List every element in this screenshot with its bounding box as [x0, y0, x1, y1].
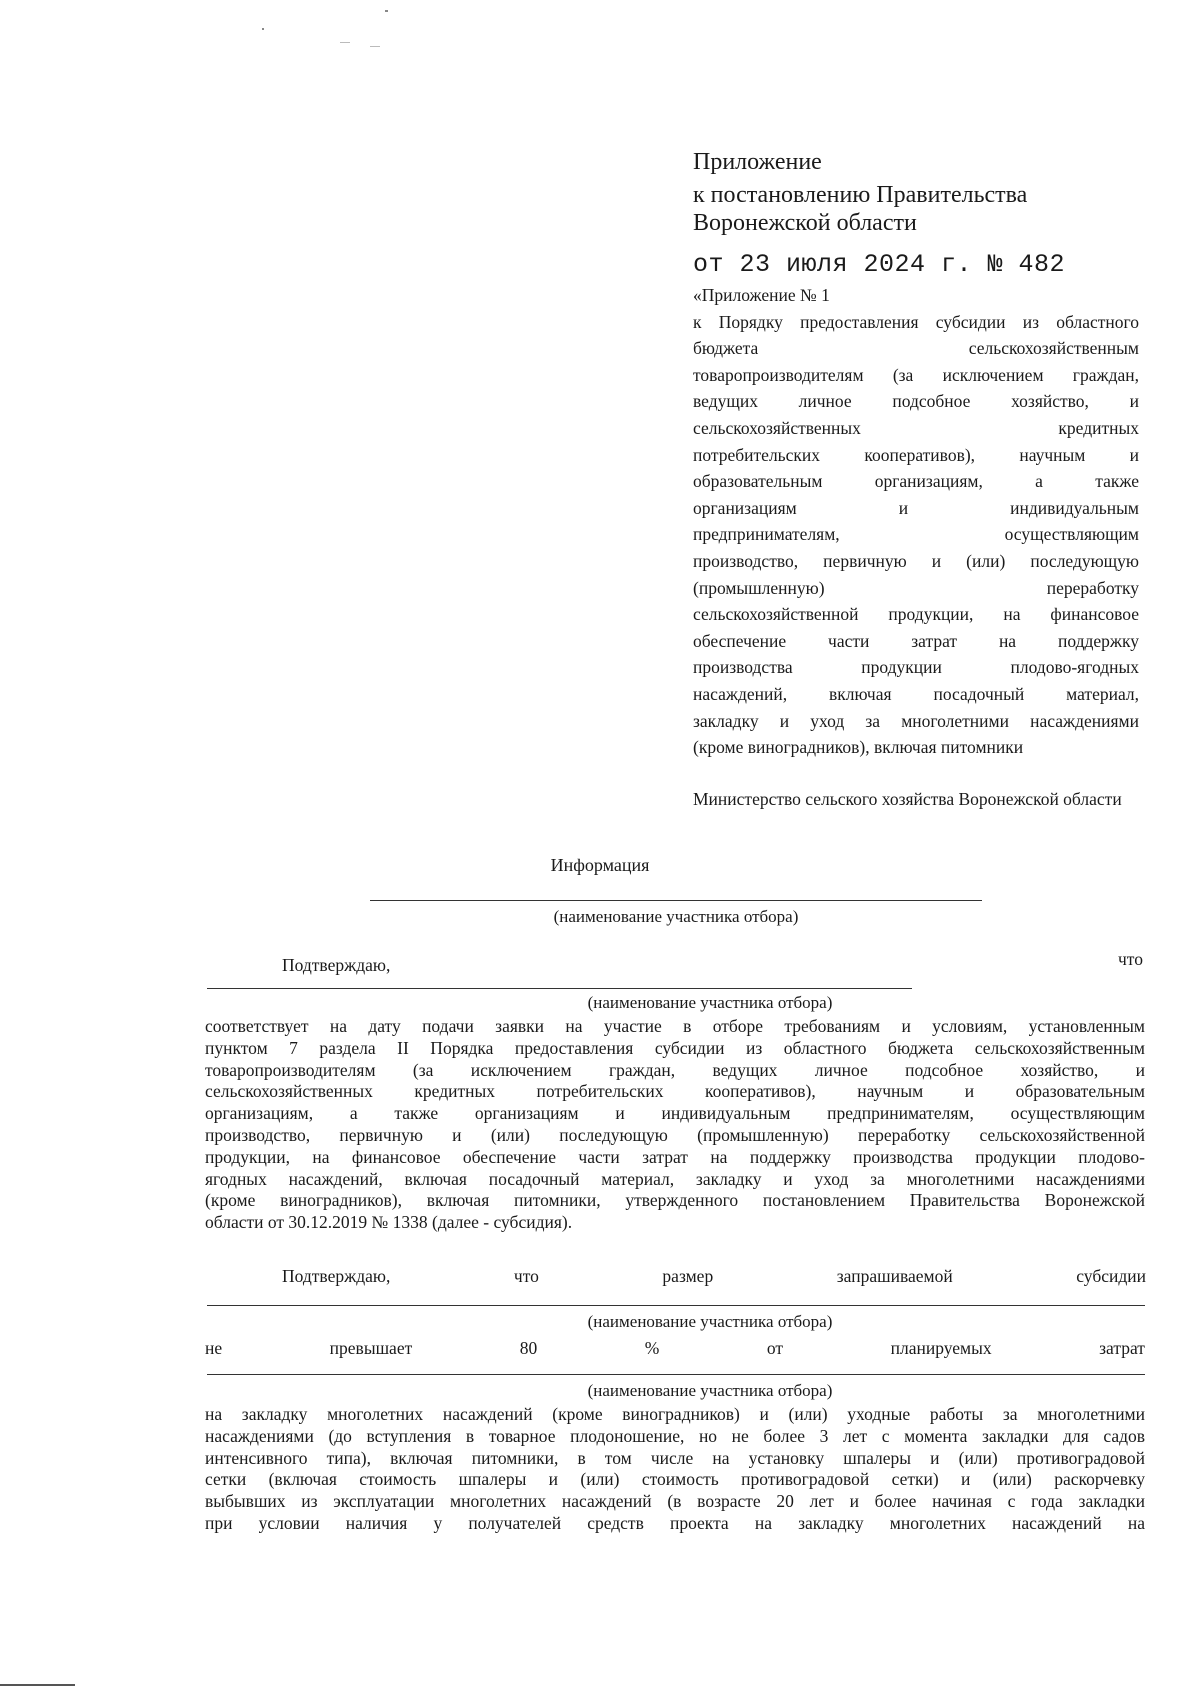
- appendix-line: (кроме виноградников), включая питомники: [693, 737, 1024, 758]
- row-word: от: [766, 1338, 784, 1358]
- scan-speck: [340, 42, 350, 43]
- appendix-line: производство, первичную и (или) последующую: [693, 550, 1139, 571]
- appendix-line: образовательным организациям, а также: [693, 471, 1139, 492]
- appendix-line: к Порядку предоставления субсидии из областного: [693, 311, 1139, 332]
- participant-name-line[interactable]: [207, 1305, 1145, 1306]
- header-resolution-label: к постановлению Правительства: [693, 182, 1028, 208]
- row-word: Подтверждаю,: [282, 1266, 391, 1286]
- row-word: превышает: [329, 1338, 413, 1358]
- paragraph-line: (кроме виноградников), включая питомники, утвержденного постановлением Правительства Воронежской: [205, 1190, 1145, 1211]
- paragraph-line: пунктом 7 раздела II Порядка предоставления субсидии из областного бюджета сельскохозяйственным: [205, 1037, 1145, 1058]
- appendix-line: «Приложение № 1: [693, 285, 830, 305]
- document-title: Информация: [550, 855, 650, 875]
- participant-name-caption: (наименование участника отбора): [553, 907, 799, 926]
- row-word: планируемых: [890, 1338, 992, 1358]
- scan-speck: [385, 10, 388, 12]
- scan-speck: [370, 46, 380, 47]
- appendix-line: производства продукции плодово-ягодных: [693, 657, 1139, 678]
- row-word: размер: [662, 1266, 714, 1286]
- paragraph-line: соответствует на дату подачи заявки на участие в отборе требованиям и условиям, установленным: [205, 1016, 1145, 1036]
- paragraph-line: сетки (включая стоимость шпалеры и (или) стоимость противоградовой сетки) и (или) раскорчевку: [205, 1469, 1145, 1490]
- scan-edge-line: [0, 1684, 75, 1686]
- appendix-line: бюджета сельскохозяйственным: [693, 338, 1139, 359]
- paragraph-line: организациям, а также организациям и индивидуальным предпринимателям, осуществляющим: [205, 1103, 1145, 1124]
- paragraph-line: товаропроизводителям (за исключением граждан, ведущих личное подсобное хозяйство, и: [205, 1059, 1145, 1080]
- ministry-addressee: Министерство сельского хозяйства Воронежской области: [693, 789, 1122, 809]
- participant-name-caption: (наименование участника отбора): [587, 1381, 833, 1400]
- row-word: запрашиваемой: [836, 1266, 953, 1286]
- row-word: 80: [519, 1338, 538, 1358]
- appendix-line: насаждений, включая посадочный материал,: [693, 683, 1139, 704]
- paragraph-line: на закладку многолетних насаждений (кроме виноградников) и (или) уходные работы за многолетними: [205, 1404, 1145, 1424]
- paragraph-line: сельскохозяйственных кредитных потребительских кооперативов), научным и образовательным: [205, 1081, 1145, 1102]
- appendix-line: сельскохозяйственной продукции, на финансовое: [693, 604, 1139, 625]
- subsidy-confirm-row: [282, 1266, 1146, 1287]
- paragraph-line: выбывших из эксплуатации многолетних насаждений (в возрасте 20 лет и более начиная с года закладки: [205, 1491, 1145, 1512]
- participant-name-caption: (наименование участника отбора): [587, 993, 833, 1012]
- date-stamp: от 23 июля 2024 г. № 482: [693, 250, 1066, 279]
- costs-paragraph: [205, 1404, 1145, 1535]
- paragraph-line: производство, первичную и (или) последующую (промышленную) переработку сельскохозяйственной: [205, 1124, 1145, 1145]
- paragraph-line: продукции, на финансовое обеспечение части затрат на поддержку производства продукции плодово-: [205, 1146, 1145, 1167]
- appendix-line: обеспечение части затрат на поддержку: [693, 630, 1139, 651]
- header-region-label: Воронежской области: [693, 210, 917, 236]
- appendix-line: товаропроизводителям (за исключением граждан,: [693, 364, 1139, 385]
- row-word: затрат: [1099, 1338, 1145, 1358]
- participant-name-line[interactable]: [207, 1374, 1145, 1375]
- limit-row: [205, 1338, 1145, 1359]
- paragraph-line: интенсивного типа), включая питомники, в том числе на установку шпалеры и (или) противоградовой: [205, 1447, 1145, 1468]
- participant-name-caption: (наименование участника отбора): [587, 1312, 833, 1331]
- compliance-paragraph: [205, 1016, 1145, 1234]
- paragraph-line: ягодных насаждений, включая посадочный материал, закладку и уход за многолетними насаждениями: [205, 1168, 1145, 1189]
- appendix-line: потребительских кооперативов), научным и: [693, 444, 1139, 465]
- scan-speck: [262, 28, 264, 30]
- appendix-line: закладку и уход за многолетними насаждениями: [693, 710, 1139, 731]
- appendix-line: организациям и индивидуальным: [693, 497, 1139, 518]
- confirm-that-label: что: [1118, 949, 1143, 969]
- row-word: что: [513, 1266, 539, 1286]
- appendix-line: предпринимателям, осуществляющим: [693, 524, 1139, 545]
- row-word: субсидии: [1076, 1266, 1146, 1286]
- row-word: %: [644, 1338, 660, 1358]
- appendix-reference: [693, 282, 1139, 761]
- paragraph-line: при условии наличия у получателей средств проекта на закладку многолетних насаждений на: [205, 1512, 1145, 1533]
- paragraph-line: области от 30.12.2019 № 1338 (далее - субсидия).: [205, 1212, 573, 1233]
- appendix-line: сельскохозяйственных кредитных: [693, 417, 1139, 438]
- confirm-label: Подтверждаю,: [282, 955, 391, 975]
- paragraph-line: насаждениями (до вступления в товарное плодоношение, но не более 3 лет с момента закладки для садов: [205, 1425, 1145, 1446]
- appendix-line: ведущих личное подсобное хозяйство, и: [693, 391, 1139, 412]
- participant-name-line[interactable]: [370, 900, 982, 901]
- participant-name-line[interactable]: [207, 988, 912, 989]
- row-word: не: [205, 1338, 223, 1358]
- appendix-line: (промышленную) переработку: [693, 577, 1139, 598]
- header-appendix-label: Приложение: [693, 149, 822, 175]
